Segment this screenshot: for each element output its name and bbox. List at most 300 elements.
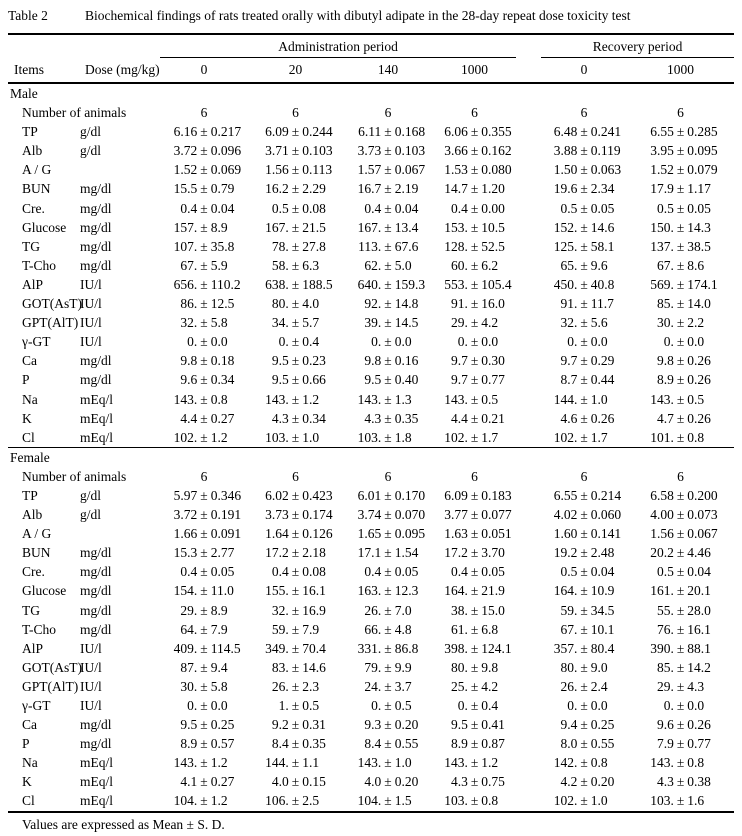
value-cell [248, 543, 343, 562]
mean-sd-value [160, 620, 248, 639]
mean-sd-value [343, 639, 433, 658]
mean-value: 4.4 [450, 410, 468, 426]
mean-value: 3.66 [444, 143, 468, 159]
administration-period-header: Administration period [160, 34, 516, 57]
plus-minus-sign: ± [676, 124, 685, 140]
plus-minus-sign: ± [291, 602, 300, 618]
value-cell [541, 141, 627, 160]
mean-sd-value [627, 256, 734, 275]
mean-sd-value [433, 753, 516, 772]
mean-sd-value [160, 601, 248, 620]
mean-value: 80. [560, 659, 578, 675]
mean-value: 1.56 [265, 162, 289, 178]
plus-minus-sign: ± [470, 334, 479, 350]
column-gap [516, 734, 541, 753]
mean-value: 6.01 [357, 487, 382, 503]
mean-sd-value [541, 486, 627, 505]
column-gap [516, 505, 541, 524]
mean-value: 25. [450, 678, 468, 694]
animal-count-cell: 6 [580, 468, 588, 484]
plus-minus-sign: ± [676, 181, 685, 197]
plus-minus-sign: ± [470, 410, 479, 426]
mean-sd-value [160, 141, 248, 160]
sd-value: 6.3 [302, 257, 320, 273]
animals-row [8, 103, 734, 122]
mean-value: 1.52 [650, 162, 674, 178]
plus-minus-sign: ± [291, 391, 300, 407]
plus-minus-sign: ± [580, 564, 588, 580]
item-cell: γ-GT [22, 698, 51, 713]
value-cell [343, 753, 433, 772]
dose-admin-20-header: 20 [248, 57, 343, 83]
data-row [8, 505, 734, 524]
plus-minus-sign: ± [200, 372, 208, 388]
column-gap [516, 256, 541, 275]
value-cell [433, 409, 516, 428]
value-cell [541, 753, 627, 772]
mean-value: 5.97 [173, 487, 198, 503]
plus-minus-sign: ± [470, 429, 479, 445]
value-cell [541, 734, 627, 753]
mean-sd-value [541, 122, 627, 141]
mean-value: 1.56 [650, 526, 674, 542]
column-gap [516, 313, 541, 332]
unit-cell: mg/dl [80, 219, 112, 235]
mean-value: 102. [553, 793, 578, 809]
item-cell: Cl [8, 428, 80, 448]
mean-sd-value [248, 179, 343, 198]
sd-value: 5.6 [590, 315, 608, 331]
mean-value: 9.2 [271, 717, 289, 733]
value-cell [160, 562, 248, 581]
sd-value: 4.2 [481, 315, 499, 331]
plus-minus-sign: ± [676, 507, 685, 523]
value-cell [627, 409, 734, 428]
sd-value: 0.04 [590, 564, 615, 580]
sd-value: 0.29 [590, 353, 615, 369]
plus-minus-sign: ± [291, 621, 300, 637]
mean-value: 67. [180, 257, 198, 273]
value-cell [343, 658, 433, 677]
mean-value: 0. [567, 698, 578, 713]
plus-minus-sign: ± [200, 238, 208, 254]
mean-value: 107. [173, 238, 198, 254]
sd-value: 2.2 [687, 315, 705, 331]
unit-cell: mEq/l [80, 428, 160, 448]
mean-value: 9.5 [271, 353, 289, 369]
mean-sd-value [160, 658, 248, 677]
mean-sd-value [343, 772, 433, 791]
sd-value: 8.9 [210, 602, 228, 618]
mean-sd-value [627, 370, 734, 389]
sd-value: 0.217 [210, 124, 242, 140]
sd-value: 0.103 [394, 143, 426, 159]
mean-sd-value [248, 141, 343, 160]
value-cell [160, 199, 248, 218]
sd-value: 38.5 [687, 238, 711, 254]
mean-sd-value [343, 753, 433, 772]
unit-cell: g/dl [80, 507, 102, 523]
plus-minus-sign: ± [384, 545, 392, 561]
value-cell [627, 639, 734, 658]
value-cell [433, 179, 516, 198]
column-gap [516, 390, 541, 409]
value-cell [627, 753, 734, 772]
column-gap [516, 237, 541, 256]
mean-sd-value [433, 543, 516, 562]
plus-minus-sign: ± [580, 507, 588, 523]
plus-minus-sign: ± [676, 640, 685, 656]
sd-value: 0.05 [481, 564, 505, 580]
mean-sd-value [541, 160, 627, 179]
mean-sd-value [343, 409, 433, 428]
sd-value: 188.5 [302, 276, 333, 292]
mean-value: 9.8 [364, 353, 382, 369]
mean-value: 143. [173, 755, 198, 771]
plus-minus-sign: ± [580, 678, 588, 694]
plus-minus-sign: ± [470, 621, 479, 637]
value-cell [248, 256, 343, 275]
mean-value: 4.0 [271, 774, 289, 790]
sd-value: 16.9 [302, 602, 326, 618]
plus-minus-sign: ± [676, 353, 685, 369]
item-cell: Glucose [22, 219, 67, 235]
value-cell [343, 370, 433, 389]
column-gap [516, 141, 541, 160]
value-cell [343, 237, 433, 256]
sd-value: 159.3 [394, 276, 426, 292]
data-row [8, 791, 734, 811]
value-cell [160, 256, 248, 275]
mean-sd-value [343, 486, 433, 505]
mean-sd-value [160, 237, 248, 256]
unit-cell: mg/dl [80, 717, 112, 733]
mean-value: 78. [271, 238, 289, 254]
unit-cell: mg/dl [80, 583, 112, 599]
mean-value: 154. [173, 583, 198, 599]
plus-minus-sign: ± [200, 755, 208, 771]
mean-sd-value [541, 199, 627, 218]
column-gap [516, 486, 541, 505]
mean-value: 128. [444, 238, 468, 254]
mean-value: 67. [560, 621, 578, 637]
sd-value: 0.8 [590, 755, 608, 771]
mean-value: 9.8 [656, 353, 674, 369]
mean-value: 67. [656, 257, 674, 273]
sd-value: 2.18 [302, 545, 326, 561]
mean-sd-value [248, 256, 343, 275]
data-row [8, 772, 734, 791]
plus-minus-sign: ± [470, 602, 479, 618]
column-gap [516, 294, 541, 313]
mean-sd-value [433, 275, 516, 294]
mean-value: 15.5 [173, 181, 198, 197]
mean-value: 144. [265, 755, 289, 771]
value-cell [627, 772, 734, 791]
plus-minus-sign: ± [200, 621, 208, 637]
value-cell [343, 620, 433, 639]
column-gap [516, 332, 541, 351]
mean-value: 62. [364, 257, 382, 273]
plus-minus-sign: ± [676, 736, 685, 752]
value-cell [160, 160, 248, 179]
item-cell: Na [22, 391, 38, 407]
value-cell [541, 696, 627, 715]
mean-value: 102. [553, 429, 578, 445]
mean-sd-value [433, 696, 516, 715]
mean-value: 103. [357, 429, 382, 445]
value-cell [160, 313, 248, 332]
sd-value: 0.0 [210, 698, 228, 713]
mean-sd-value [433, 581, 516, 600]
sd-value: 9.4 [210, 659, 228, 675]
mean-value: 83. [271, 659, 289, 675]
plus-minus-sign: ± [470, 678, 479, 694]
mean-sd-value [541, 677, 627, 696]
value-cell [343, 409, 433, 428]
mean-sd-value [343, 313, 433, 332]
mean-sd-value [627, 543, 734, 562]
plus-minus-sign: ± [580, 181, 588, 197]
value-cell [433, 601, 516, 620]
value-cell [248, 715, 343, 734]
item-cell: Ca [22, 717, 37, 733]
plus-minus-sign: ± [291, 698, 300, 713]
sd-value: 67.6 [394, 238, 419, 254]
plus-minus-sign: ± [470, 181, 479, 197]
mean-sd-value [627, 294, 734, 313]
value-cell [343, 715, 433, 734]
plus-minus-sign: ± [580, 545, 588, 561]
plus-minus-sign: ± [384, 583, 392, 599]
value-cell [343, 677, 433, 696]
mean-sd-value [433, 409, 516, 428]
plus-minus-sign: ± [291, 583, 300, 599]
mean-value: 450. [553, 276, 578, 292]
value-cell [248, 772, 343, 791]
plus-minus-sign: ± [200, 526, 208, 542]
column-gap [516, 218, 541, 237]
mean-value: 6.09 [265, 124, 289, 140]
value-cell [627, 696, 734, 715]
unit-cell: IU/l [80, 296, 102, 312]
mean-sd-value [343, 160, 433, 179]
value-cell [343, 141, 433, 160]
sd-value: 0.26 [687, 410, 711, 426]
sd-value: 0.23 [302, 353, 326, 369]
mean-value: 0. [663, 334, 674, 350]
sd-value: 9.8 [481, 659, 499, 675]
value-cell [343, 275, 433, 294]
plus-minus-sign: ± [470, 545, 479, 561]
value-cell [541, 620, 627, 639]
sd-value: 0.18 [210, 353, 235, 369]
mean-value: 1.63 [444, 526, 468, 542]
sd-value: 2.34 [590, 181, 615, 197]
mean-value: 24. [364, 678, 382, 694]
value-cell [627, 122, 734, 141]
value-cell [160, 390, 248, 409]
mean-sd-value [627, 639, 734, 658]
value-cell [433, 256, 516, 275]
plus-minus-sign: ± [291, 564, 300, 580]
value-cell [627, 791, 734, 811]
data-row [8, 199, 734, 218]
plus-minus-sign: ± [676, 372, 685, 388]
sd-value: 0.244 [302, 124, 333, 140]
mean-value: 143. [265, 391, 289, 407]
mean-value: 79. [364, 659, 382, 675]
sd-value: 0.05 [394, 564, 419, 580]
mean-sd-value [343, 370, 433, 389]
mean-sd-value [248, 428, 343, 447]
value-cell [160, 370, 248, 389]
mean-sd-value [627, 562, 734, 581]
unit-cell: mg/dl [80, 602, 112, 618]
value-cell [160, 715, 248, 734]
paper-table-page [8, 8, 742, 833]
unit-cell: IU/l [80, 678, 102, 694]
mean-value: 14.7 [444, 181, 468, 197]
plus-minus-sign: ± [200, 659, 208, 675]
value-cell [433, 753, 516, 772]
mean-value: 144. [553, 391, 578, 407]
plus-minus-sign: ± [200, 640, 208, 656]
plus-minus-sign: ± [580, 391, 588, 407]
plus-minus-sign: ± [291, 774, 300, 790]
mean-sd-value [627, 122, 734, 141]
sd-value: 0.8 [687, 755, 705, 771]
value-cell [627, 543, 734, 562]
plus-minus-sign: ± [291, 487, 300, 503]
value-cell [627, 524, 734, 543]
mean-value: 4.02 [553, 507, 578, 523]
animals-label: Number of animals [22, 105, 127, 121]
data-row [8, 370, 734, 389]
plus-minus-sign: ± [676, 583, 685, 599]
mean-sd-value [541, 753, 627, 772]
plus-minus-sign: ± [580, 774, 588, 790]
plus-minus-sign: ± [470, 276, 479, 292]
sd-value: 0.55 [590, 736, 615, 752]
mean-sd-value [160, 677, 248, 696]
mean-value: 91. [450, 296, 468, 312]
plus-minus-sign: ± [470, 391, 479, 407]
sd-value: 0.34 [302, 410, 326, 426]
mean-value: 9.4 [560, 717, 578, 733]
value-cell [160, 351, 248, 370]
column-gap [516, 562, 541, 581]
sd-value: 0.77 [481, 372, 505, 388]
sd-value: 1.7 [481, 429, 499, 445]
mean-value: 6.06 [444, 124, 468, 140]
plus-minus-sign: ± [470, 793, 479, 809]
sd-value: 12.3 [394, 583, 419, 599]
sd-value: 1.6 [687, 793, 705, 809]
value-cell [541, 409, 627, 428]
mean-sd-value [248, 696, 343, 715]
value-cell [248, 677, 343, 696]
mean-value: 3.77 [444, 507, 468, 523]
plus-minus-sign: ± [470, 774, 479, 790]
sd-value: 2.4 [590, 678, 608, 694]
mean-sd-value [248, 601, 343, 620]
section-label: Male [10, 86, 38, 101]
sd-value: 0.05 [590, 200, 615, 216]
sd-value: 0.051 [481, 526, 512, 542]
mean-sd-value [343, 122, 433, 141]
plus-minus-sign: ± [676, 238, 685, 254]
column-gap [516, 467, 541, 486]
mean-sd-value [248, 791, 343, 810]
mean-sd-value [541, 505, 627, 524]
plus-minus-sign: ± [676, 526, 685, 542]
mean-value: 4.3 [364, 410, 382, 426]
sd-value: 1.7 [590, 429, 608, 445]
mean-value: 103. [444, 793, 468, 809]
value-cell [541, 543, 627, 562]
plus-minus-sign: ± [470, 353, 479, 369]
sd-value: 0.069 [210, 162, 242, 178]
sd-value: 11.7 [590, 296, 614, 312]
unit-cell [80, 524, 160, 543]
plus-minus-sign: ± [200, 583, 208, 599]
value-cell [541, 370, 627, 389]
data-row [8, 428, 734, 448]
mean-value: 6.58 [650, 487, 674, 503]
sd-value: 124.1 [481, 640, 512, 656]
value-cell [248, 505, 343, 524]
mean-value: 4.4 [180, 410, 198, 426]
sd-value: 2.19 [394, 181, 419, 197]
mean-value: 1.65 [357, 526, 382, 542]
plus-minus-sign: ± [200, 162, 208, 178]
plus-minus-sign: ± [470, 755, 479, 771]
mean-sd-value [343, 141, 433, 160]
mean-value: 6.55 [650, 124, 674, 140]
sd-value: 0.077 [481, 507, 512, 523]
value-cell [433, 486, 516, 505]
plus-minus-sign: ± [470, 698, 479, 713]
mean-sd-value [160, 332, 248, 351]
unit-cell: g/dl [80, 143, 102, 159]
plus-minus-sign: ± [384, 181, 392, 197]
sd-value: 10.5 [481, 219, 505, 235]
plus-minus-sign: ± [384, 659, 392, 675]
sd-value: 0.423 [302, 487, 333, 503]
plus-minus-sign: ± [384, 353, 392, 369]
column-gap [516, 620, 541, 639]
value-cell [248, 658, 343, 677]
sd-value: 0.067 [687, 526, 718, 542]
value-cell [433, 160, 516, 179]
mean-sd-value [433, 179, 516, 198]
value-cell [160, 141, 248, 160]
mean-sd-value [541, 543, 627, 562]
value-cell [248, 734, 343, 753]
value-cell [433, 696, 516, 715]
mean-sd-value [160, 715, 248, 734]
value-cell [160, 275, 248, 294]
sd-value: 2.29 [302, 181, 326, 197]
plus-minus-sign: ± [580, 124, 588, 140]
plus-minus-sign: ± [676, 315, 685, 331]
data-row [8, 256, 734, 275]
mean-sd-value [248, 370, 343, 389]
mean-value: 0. [187, 698, 198, 713]
mean-sd-value [248, 218, 343, 237]
data-row [8, 677, 734, 696]
